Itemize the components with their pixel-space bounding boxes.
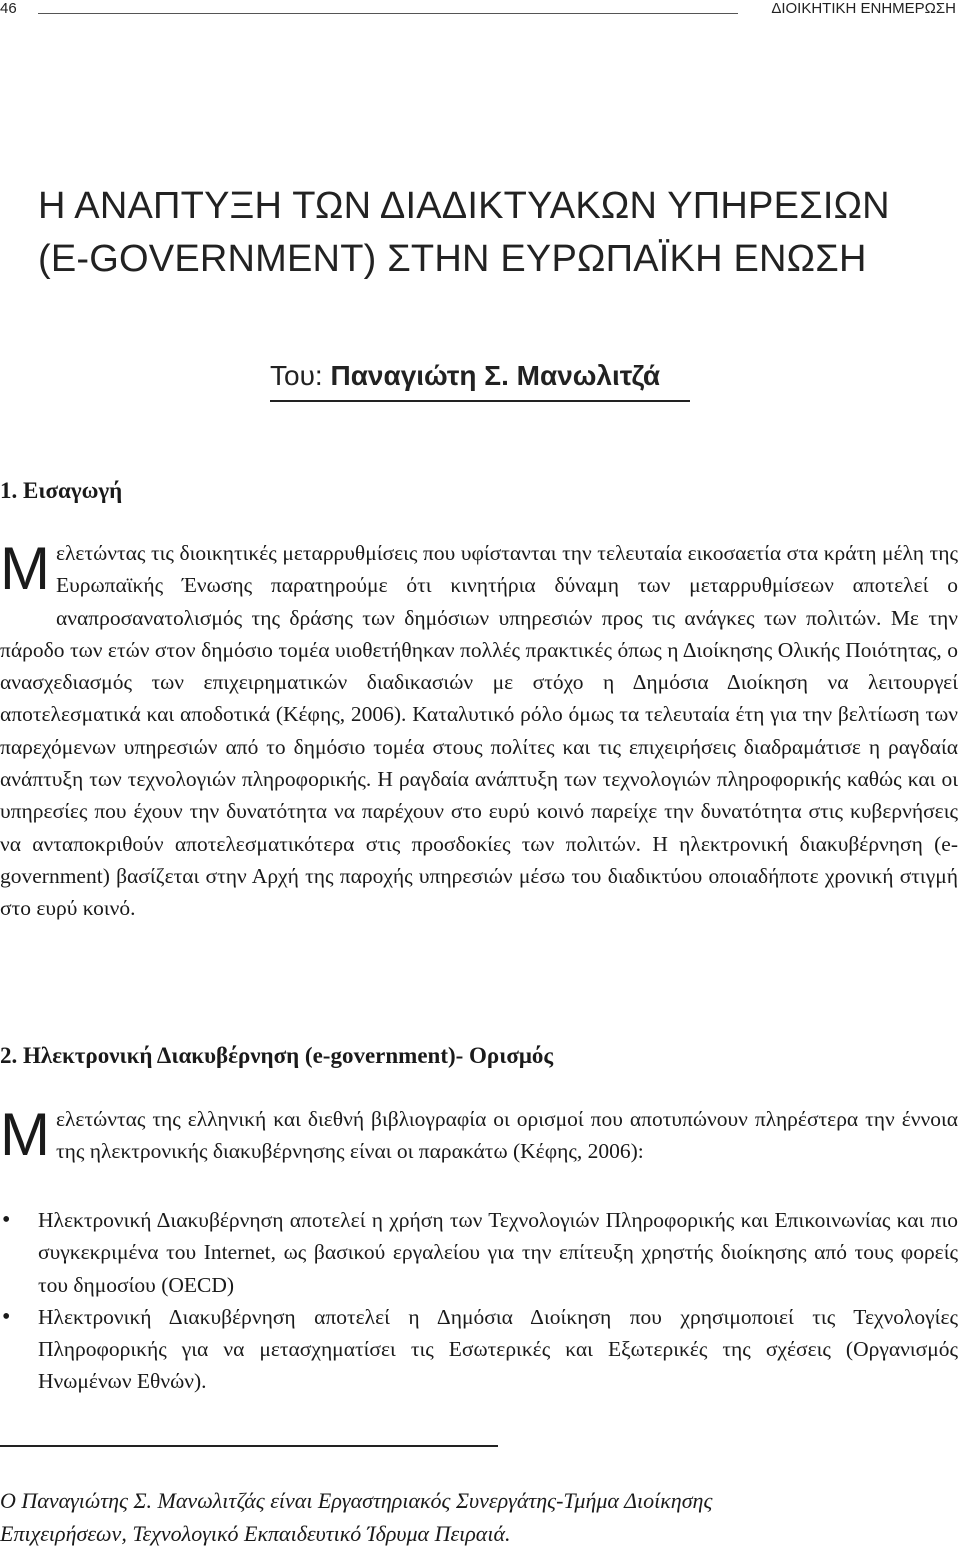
list-item bbox=[0, 1204, 958, 1301]
title-line-2: (E-GOVERNMENT) ΣΤΗΝ ΕΥΡΩΠΑΪΚΗ ΕΝΩΣΗ bbox=[38, 238, 867, 280]
article-title bbox=[38, 180, 938, 286]
bullet-icon: • bbox=[2, 1303, 11, 1330]
footnote-line-2: Επιχειρήσεων, Τεχνολογικό Εκπαιδευτικό Ίδρυμα Πειραιά. bbox=[0, 1521, 511, 1546]
page-header bbox=[0, 0, 960, 22]
header-rule bbox=[38, 13, 738, 14]
author-name: Παναγιώτη Σ. Μανωλιτζά bbox=[330, 360, 661, 391]
dropcap: Μ bbox=[0, 1101, 50, 1168]
footnote-rule bbox=[0, 1445, 498, 1447]
section-2-text: ελετώντας της ελληνική και διεθνή βιβλιογραφία οι ορισμοί που αποτυπώνουν πληρέστερα την έννοια της ηλεκτρονικής διακυβέρνησης είναι οι παρακάτω (Κέφης, 2006): bbox=[55, 1107, 958, 1164]
footnote-line-1: Ο Παναγιώτης Σ. Μανωλιτζάς είναι Εργαστηριακός Συνεργάτης-Τμήμα Διοίκησης bbox=[0, 1488, 713, 1513]
section-1-paragraph bbox=[0, 537, 958, 925]
definitions-list bbox=[0, 1204, 958, 1398]
list-item bbox=[0, 1301, 958, 1398]
running-title: ΔΙΟΙΚΗΤΙΚΗ ΕΝΗΜΕΡΩΣΗ bbox=[771, 0, 956, 17]
list-item-text: Ηλεκτρονική Διακυβέρνηση αποτελεί η Δημόσια Διοίκηση που χρησιμοποιεί τις Τεχνολογίες Πληροφορικής για να μετασχηματίσει τις Εσωτερικές και Εξωτερικές της σχέσεις (Οργανισμός Ηνωμένων Εθνών). bbox=[38, 1304, 958, 1394]
section-2-paragraph bbox=[0, 1103, 958, 1169]
author-prefix: Του: bbox=[270, 360, 323, 391]
dropcap: Μ bbox=[0, 535, 50, 602]
title-line-1: Η ΑΝΑΠΤΥΞΗ ΤΩΝ ΔΙΑΔΙΚΤΥΑΚΩΝ ΥΠΗΡΕΣΙΩΝ bbox=[38, 185, 890, 227]
author-footnote bbox=[0, 1484, 958, 1550]
section-1-heading: 1. Εισαγωγή bbox=[0, 478, 123, 503]
section-2-heading: 2. Ηλεκτρονική Διακυβέρνηση (e-government)- Ορισμός bbox=[0, 1043, 554, 1068]
author-byline bbox=[270, 360, 690, 402]
section-1-text: ελετώντας τις διοικητικές μεταρρυθμίσεις που υφίστανται την τελευταία εικοσαετία στα κράτη μέλη της Ευρωπαϊκής Ένωσης παρατηρούμε ότι κινητήρια δύναμη των μεταρρυθμίσεων αποτελεί ο αναπροσανατολισμός της δράσης των δημόσιων υπηρεσιών προς τις ανάγκες των πολιτών. Με την πάροδο των ετών στον δημόσιο τομέα υιοθετήθηκαν πολλές πρακτικές όπως η Διοίκησης Ολικής Ποιότητας, ο ανασχεδιασμός των επιχειρηματικών διαδικασιών με στόχο η Δημόσια Διοίκηση να λειτουργεί αποτελεσματικά και αποδοτικά (Κέφης, 2006). Καταλυτικό ρόλο όμως τα τελευταία έτη για την βελτίωση των παρεχόμενων υπηρεσιών από το δημόσιο τομέα στους πολίτες και τις επιχειρήσεις διαδραμάτισε η ραγδαία ανάπτυξη των τεχνολογιών πληροφορικής. Η ραγδαία ανάπτυξη των τεχνολογιών πληροφορικής καθώς και οι υπηρεσίες που έχουν την δυνατότητα να παρέχουν στο ευρύ κοινό παρείχε την δυνατότητα στις κυβερνήσεις να ανταποκριθούν αποτελεσματικότερα στις προσδοκίες των πολιτών. Η ηλεκτρονική διακυβέρνηση (e-government) βασίζεται στην Αρχή της παροχής υπηρεσιών μέσω του διαδικτύου οποιαδήποτε χρονική στιγμή στο ευρύ κοινό. bbox=[0, 541, 958, 921]
page-number: 46 bbox=[0, 0, 17, 17]
bullet-icon: • bbox=[2, 1207, 11, 1233]
list-item-text: Ηλεκτρονική Διακυβέρνηση αποτελεί η χρήση των Τεχνολογιών Πληροφορικής και Επικοινωνίας και πιο συγκεκριμένα του Internet, ως βασικού εργαλείου για την επίτευξη χρηστής διοίκησης από τους φορείς του δημοσίου (OECD) bbox=[38, 1208, 958, 1297]
